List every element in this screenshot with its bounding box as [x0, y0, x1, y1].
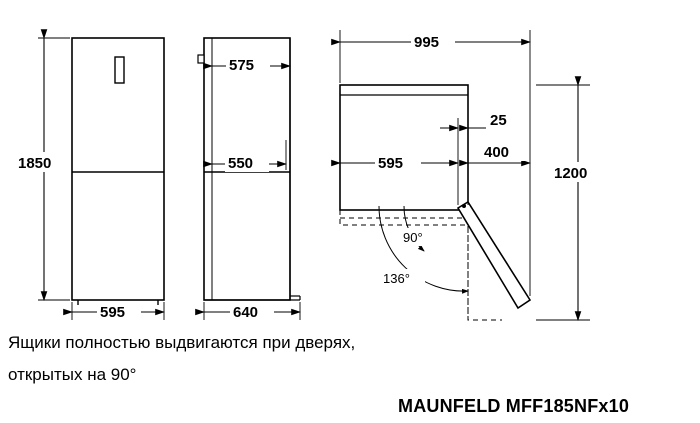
dim-label-projection-400: 400: [484, 144, 510, 161]
dim-label-depth-550: 550: [228, 155, 254, 172]
model-name-label: MAUNFELD MFF185NFx10: [398, 396, 630, 416]
caption-line-1: Ящики полностью выдвигаются при дверях,: [8, 333, 356, 352]
angle-label-136: 136°: [383, 271, 410, 286]
front-view: [38, 38, 164, 320]
caption-line-2: открытых на 90°: [8, 365, 137, 384]
dim-label-top-width-595: 595: [378, 155, 404, 172]
dim-label-swing-995: 995: [414, 34, 440, 51]
dim-label-depth-640: 640: [233, 304, 259, 321]
dim-label-depth-open-1200: 1200: [554, 165, 588, 182]
dim-label-depth-575: 575: [229, 57, 255, 74]
dim-label-height-1850: 1850: [18, 155, 52, 172]
dim-label-offset-25: 25: [490, 112, 507, 129]
side-view: [198, 38, 300, 320]
angle-label-90: 90°: [403, 230, 423, 245]
dim-label-front-width-595: 595: [100, 304, 126, 321]
